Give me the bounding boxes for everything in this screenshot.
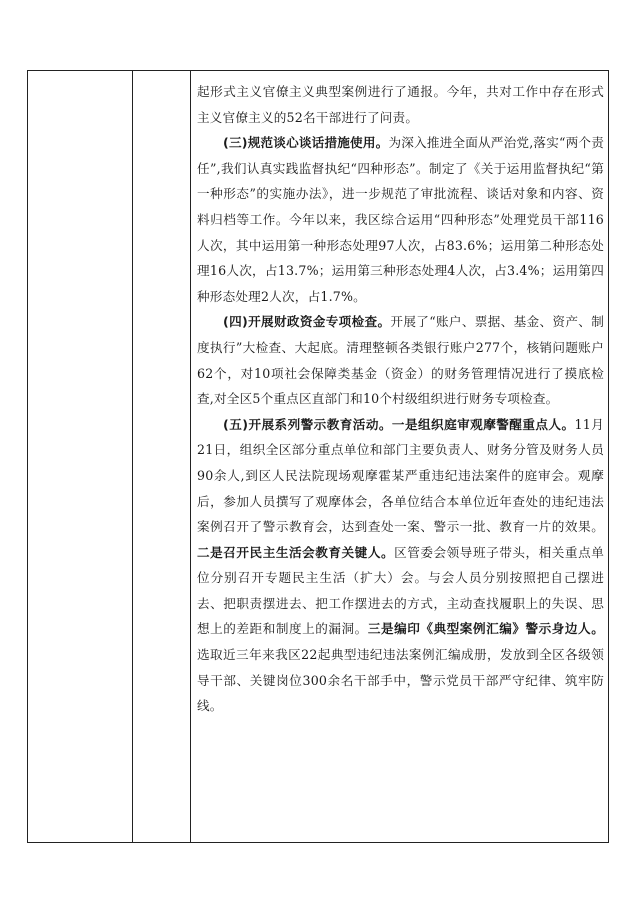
table-column-item — [133, 71, 191, 842]
paragraph-problem-accountability — [197, 79, 604, 130]
body-text: 11月21日，组织全区部分重点单位和部门主要负责人、财务分管及财务人员90余人,到区人民法院现场观摩霍某严重违纪违法案件的庭审会。观摩后，参加人员撰写了观摩体会，各单位结合本单位近年查处的违纪违法案例召开了警示教育会，达到查处一案、警示一批、教育一片的效果。 — [197, 416, 604, 535]
table-column-category — [28, 71, 133, 842]
paragraph-finance-inspection — [197, 309, 604, 411]
body-text: 起形式主义官僚主义典型案例进行了通报。今年，共对工作中存在形式主义官僚主义的52名干部进行了问责。 — [197, 84, 604, 125]
section-heading: (五)开展系列警示教育活动。一是组织庭审观摩警醒重点人。 — [223, 416, 575, 432]
section-heading: (四)开展财政资金专项检查。 — [223, 314, 391, 330]
body-text: 选取近三年来我区22起典型违纪违法案例汇编成册，发放到全区各级领导干部、关键岗位300余名干部手中，警示党员干部严守纪律、筑牢防线。 — [197, 647, 604, 714]
subsection-heading: 三是编印《典型案例汇编》警示身边人。 — [367, 621, 604, 637]
body-text: 区管委会领导班子带头，相关重点单位分别召开专题民主生活（扩大）会。与会人员分别按照把自己摆进去、把职责摆进去、把工作摆进去的方式，主动查找履职上的失误、思想上的差距和制度上的漏洞。 — [197, 544, 605, 637]
paragraph-warning-education — [197, 412, 604, 719]
body-text: 为深入推进全面从严治党,落实“两个责任”,我们认真实践监督执纪“四种形态”。制定了《关于运用监督执纪“第一种形态”的实施办法》，进一步规范了审批流程、谈话对象和内容、资料归档等工作。今年以来，我区综合运用“四种形态”处理党员干部116人次，其中运用第一种形态处理97人次，占83.6%；运用第二种形态处理16人次，占13.7%；运用第三种形态处理4人次，占3.4%；运用第四种形态处理2人次，占1.7%。 — [197, 135, 605, 304]
table-column-content — [191, 71, 608, 842]
paragraph-talk-measures — [197, 130, 604, 309]
body-text: 开展了“账户、票据、基金、资产、制度执行”大检查、大起底。清理整顿各类银行账户277个，核销问题账户62个，对10项社会保障类基金（资金）的财务管理情况进行了摸底检查,对全区5个重点区直部门和10个村级组织进行财务专项检查。 — [197, 314, 604, 407]
section-heading: (三)规范谈心谈话措施使用。 — [223, 135, 389, 151]
document-table — [27, 70, 609, 843]
subsection-heading: 二是召开民主生活会教育关键人。 — [197, 544, 395, 560]
